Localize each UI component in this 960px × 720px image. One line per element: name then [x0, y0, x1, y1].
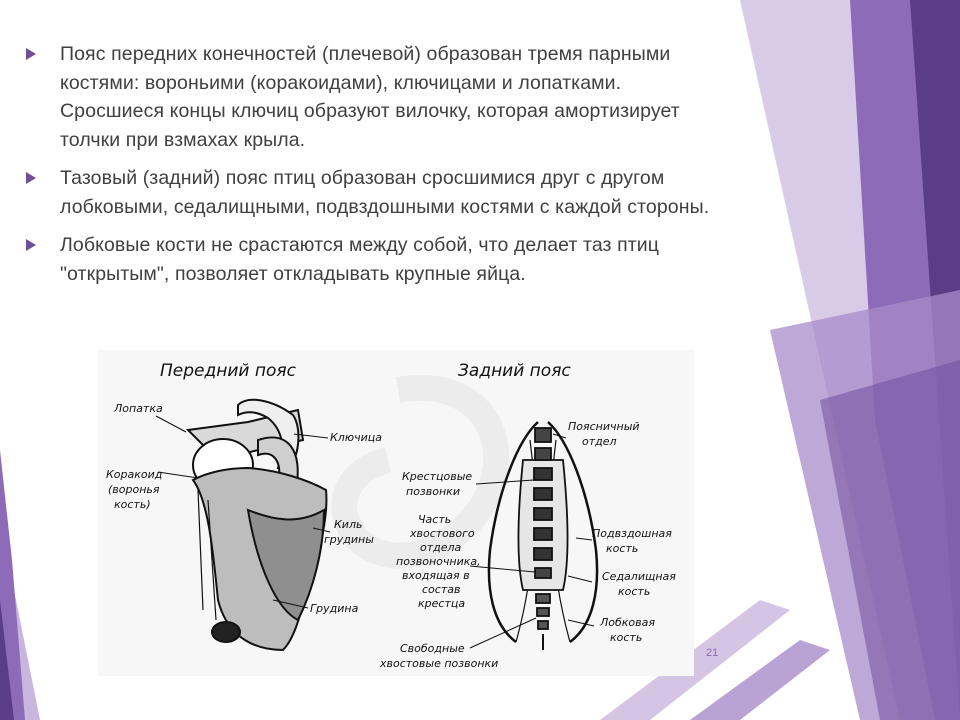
- label-coracoid-line2: (воронья: [108, 483, 160, 496]
- label-tail-part-line7: крестца: [418, 597, 466, 610]
- label-clavicle: Ключица: [330, 431, 382, 444]
- label-sternum: Грудина: [310, 602, 359, 615]
- label-coracoid: Коракоид: [106, 468, 163, 481]
- label-coracoid-line3: кость): [114, 498, 151, 511]
- back-girdle-title: Задний пояс: [458, 361, 571, 381]
- label-scapula: Лопатка: [114, 402, 163, 415]
- label-sacral-line2: позвонки: [406, 485, 460, 498]
- label-tail-part-line2: хвостового: [410, 527, 475, 540]
- label-tail-part-line3: отдела: [420, 541, 462, 554]
- front-girdle-title: Передний пояс: [160, 361, 296, 381]
- bullet-item: [26, 231, 726, 288]
- label-free-tail-line2: хвостовые позвонки: [380, 657, 499, 670]
- bullet-arrow-icon: [26, 239, 36, 251]
- bullet-list: [26, 40, 726, 298]
- label-keel-line2: грудины: [324, 533, 374, 546]
- label-tail-part-line4: позвоночника,: [396, 555, 481, 568]
- bullet-text: Тазовый (задний) пояс птиц образован сросшимися друг с другом лобковыми, седалищными, подвздошными костями с каждой стороны.: [60, 167, 710, 218]
- label-ilium-line2: кость: [606, 542, 639, 555]
- bullet-arrow-icon: [26, 172, 36, 184]
- label-free-tail: Свободные: [400, 642, 465, 655]
- label-sacral: Крестцовые: [402, 470, 473, 483]
- label-lumbar-line2: отдел: [582, 435, 617, 448]
- bullet-item: [26, 164, 726, 221]
- bullet-text: Лобковые кости не срастаются между собой, что делает таз птиц "открытым", позволяет откладывать крупные яйца.: [60, 234, 660, 285]
- label-pubis: Лобковая: [600, 616, 655, 629]
- label-tail-part: Часть: [418, 513, 452, 526]
- label-keel: Киль: [334, 518, 363, 531]
- label-ischium: Седалищная: [602, 570, 676, 583]
- label-ischium-line2: кость: [618, 585, 651, 598]
- page-number: 21: [706, 647, 719, 659]
- label-tail-part-line6: состав: [422, 583, 461, 596]
- bullet-text: Пояс передних конечностей (плечевой) образован тремя парными костями: вороньими (коракоидами), ключицами и лопатками. Сросшиеся концы ключиц образуют вилочку, которая амортизирует толчки при взмахах крыла.: [60, 43, 680, 151]
- label-pubis-line2: кость: [610, 631, 643, 644]
- bullet-item: [26, 40, 726, 154]
- label-ilium: Подвздошная: [592, 527, 672, 540]
- label-tail-part-line5: входящая в: [402, 569, 470, 582]
- bird-girdles-figure: [98, 350, 694, 676]
- label-lumbar: Поясничный: [568, 420, 640, 433]
- bullet-arrow-icon: [26, 48, 36, 60]
